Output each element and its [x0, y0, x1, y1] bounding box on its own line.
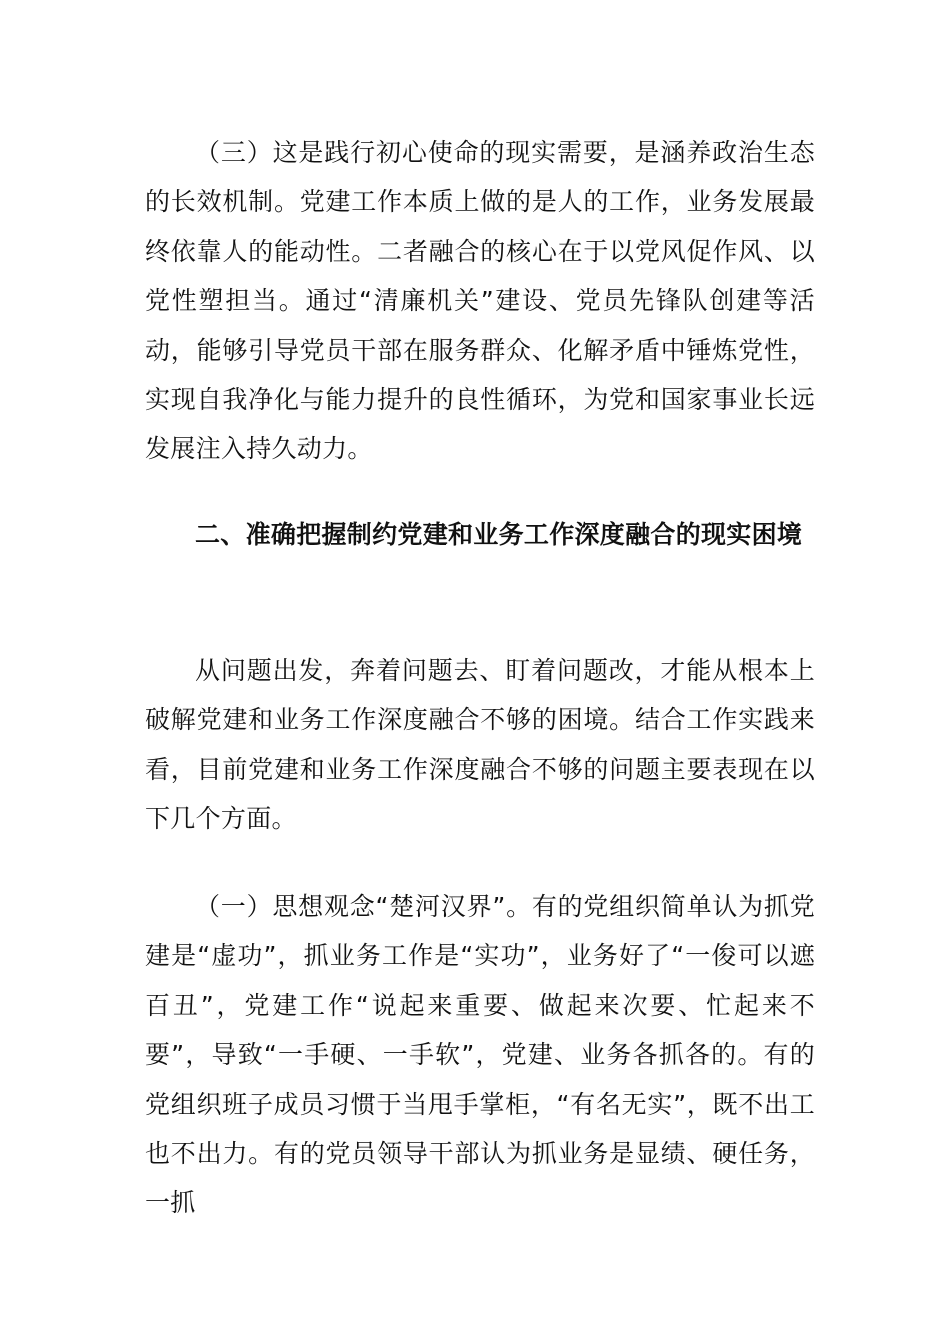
paragraph-intro-problems: 从问题出发，奔着问题去、盯着问题改，才能从根本上破解党建和业务工作深度融合不够的困境。结合工作实践来看，目前党建和业务工作深度融合不够的问题主要表现在以下几个方面。: [145, 656, 815, 834]
paragraph-ideology: （一）思想观念“楚河汉界”。有的党组织简单认为抓党建是“虚功”，抓业务工作是“实功”，业务好了“一俊可以遮百丑”，党建工作“说起来重要、做起来次要、忙起来不要”，导致“一手硬、一手软”，党建、业务各抓各的。有的党组织班子成员习惯于当甩手掌柜，“有名无实”，既不出工也不出力。有的党员领导干部认为抓业务是显绩、硬任务，一抓: [145, 892, 815, 1218]
paragraph-necessity: （三）这是践行初心使命的现实需要，是涵养政治生态的长效机制。党建工作本质上做的是人的工作，业务发展最终依靠人的能动性。二者融合的核心在于以党风促作风、以党性塑担当。通过“清廉机关”建设、党员先锋队创建等活动，能够引导党员干部在服务群众、化解矛盾中锤炼党性，实现自我净化与能力提升的良性循环，为党和国家事业长远发展注入持久动力。: [145, 138, 815, 464]
section-heading-two: 二、准确把握制约党建和业务工作深度融合的现实困境: [195, 520, 803, 549]
